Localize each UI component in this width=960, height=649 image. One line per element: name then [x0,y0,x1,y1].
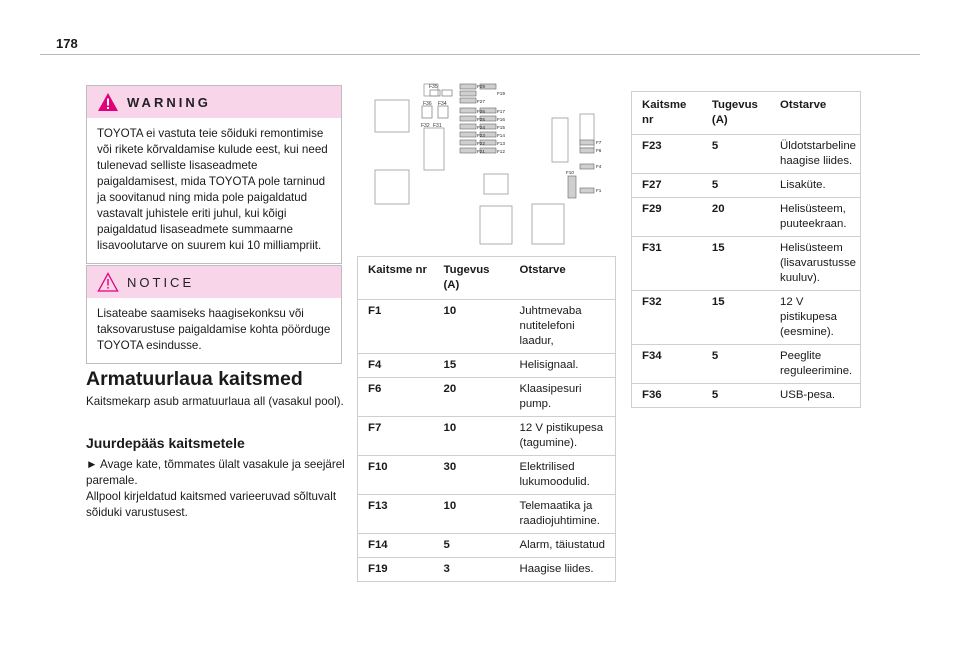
col-header-number: Kaitsme nr [358,257,434,300]
fuse-label: F24 [477,125,485,130]
section-intro: Kaitsmekarp asub armatuurlaua all (vasakul pool). [86,395,344,408]
table-row [358,378,616,417]
fuse-purpose: Helisignaal. [510,354,616,378]
table-row [358,534,616,558]
fuse-amperage: 20 [434,378,510,417]
warning-triangle-icon [97,92,119,112]
fuse-label: F29 [477,84,485,89]
fuse-number: F4 [358,354,434,378]
notice-box [86,265,342,364]
table-header-row [358,257,616,300]
notice-title: NOTICE [127,275,195,290]
fuse-label: F25 [477,117,485,122]
fuse-purpose: Peeglite reguleerimine. [770,345,860,384]
fuse-label: F14 [497,133,505,138]
fuse-amperage: 10 [434,417,510,456]
fuse-slot [422,106,432,118]
fuse-amperage: 5 [702,345,770,384]
col-header-purpose: Otstarve [510,257,616,300]
fuse-slot [460,108,476,113]
fuse-amperage: 10 [434,300,510,354]
fuse-label: F34 [438,101,447,107]
fuse-label: F31 [433,123,442,129]
fuse-purpose: Üldotstarbeline haagise liides. [770,135,860,174]
table-row [632,135,861,174]
fuse-number: F7 [358,417,434,456]
fuse-purpose: Haagise liides. [510,558,616,582]
fuse-label: F22 [477,141,485,146]
table-row [358,354,616,378]
warning-header [87,86,341,118]
fuse-label: F15 [497,125,505,130]
fuse-number: F34 [632,345,702,384]
fuse-slot [460,91,476,96]
relay-block [552,118,568,162]
fuse-purpose: 12 V pistikupesa (eesmine). [770,291,860,345]
fuse-amperage: 5 [702,135,770,174]
col-header-amperage: Tugevus (A) [434,257,510,300]
fuse-slot [430,90,440,96]
table-row [632,291,861,345]
sub-title: Juurdepääs kaitsmetele [86,435,245,451]
fuse-amperage: 5 [702,384,770,408]
fuse-amperage: 15 [434,354,510,378]
fuse-slot [460,148,476,153]
fuse-number: F31 [632,237,702,291]
fuse-purpose: Klaasipesuri pump. [510,378,616,417]
warning-text: TOYOTA ei vastuta teie sõiduki remontimise või rikete kõrvaldamise kulude eest, kui need tulenevad selliste lisaseadmete paigaldamisest, mida TOYOTA pole tarninud ja soovitanud ning mida pole paigaldatud vastavalt juhistele eriti juhul, kui kõigi paigaldatud lisaseadmete summaarne lisavoolutarve on suurem kui 10 milliampriit. [97,127,328,252]
table-row [358,558,616,582]
fuse-amperage: 5 [702,174,770,198]
fuse-amperage: 15 [702,291,770,345]
table-row [632,345,861,384]
fuse-box-diagram [366,78,612,250]
fuse-purpose: Alarm, täiustatud [510,534,616,558]
fuse-slot [438,106,448,118]
relay-block [424,128,444,170]
fuse-slot [460,98,476,103]
notice-triangle-icon [97,272,119,292]
fuse-label: F12 [497,149,505,154]
fuse-table-2 [631,91,861,408]
fuse-purpose: USB-pesa. [770,384,860,408]
fuse-slot [460,124,476,129]
fuse-slot [460,140,476,145]
warning-title: WARNING [127,95,211,110]
relay-block [484,174,508,194]
relay-block [532,204,564,244]
fuse-purpose: Telemaatika ja raadiojuhtimine. [510,495,616,534]
fuse-amperage: 3 [434,558,510,582]
fuse-slot [580,148,594,153]
header-divider [40,54,920,55]
fuse-slot [460,132,476,137]
table-header-row [632,92,861,135]
col-header-amperage: Tugevus (A) [702,92,770,135]
fuse-number: F1 [358,300,434,354]
instruction-note: Allpool kirjeldatud kaitsmed varieeruvad sõltuvalt sõiduki varustusest. [86,490,337,519]
fuse-number: F27 [632,174,702,198]
warning-box [86,85,342,264]
fuse-table-1 [357,256,616,582]
col-header-purpose: Otstarve [770,92,860,135]
fuse-number: F32 [632,291,702,345]
fuse-label: F10 [566,170,574,175]
fuse-slot [568,176,576,198]
fuse-label: F35 [429,84,438,90]
table-row [632,384,861,408]
fuse-slot [580,188,594,193]
fuse-slot [580,164,594,169]
fuse-amperage: 5 [434,534,510,558]
notice-header [87,266,341,298]
fuse-label: F16 [497,117,505,122]
fuse-number: F29 [632,198,702,237]
fuse-label: F26 [477,109,485,114]
fuse-slot [460,116,476,121]
table-row [358,456,616,495]
fuse-number: F13 [358,495,434,534]
fuse-label: F36 [423,101,432,107]
fuse-purpose: Lisaküte. [770,174,860,198]
fuse-label: F7 [596,140,602,145]
fuse-purpose: Helisüsteem, puuteekraan. [770,198,860,237]
fuse-label: F19 [497,91,505,96]
relay-block [480,206,512,244]
page-number: 178 [56,36,78,51]
col-header-number: Kaitsme nr [632,92,702,135]
notice-text: Lisateabe saamiseks haagisekonksu või taksovarustuse paigaldamise kohta pöörduge TOYOTA esindusse. [97,307,331,352]
fuse-number: F14 [358,534,434,558]
table-row [632,198,861,237]
fuse-slot [442,90,452,96]
fuse-purpose: 12 V pistikupesa (tagumine). [510,417,616,456]
fuse-label: F21 [477,149,485,154]
fuse-label: F13 [497,141,505,146]
fuse-number: F19 [358,558,434,582]
table-row [632,237,861,291]
table-row [358,300,616,354]
fuse-purpose: Helisüsteem (lisavarustusse kuuluv). [770,237,860,291]
fuse-purpose: Elektrilised lukumoodulid. [510,456,616,495]
fuse-label: F32 [421,123,430,129]
fuse-purpose: Juhtmevaba nutitelefoni laadur, [510,300,616,354]
table-row [358,417,616,456]
fuse-label: F4 [596,164,602,169]
fuse-slot [460,84,476,89]
relay-block [375,170,409,204]
relay-block [375,100,409,132]
table-row [632,174,861,198]
fuse-label: F23 [477,133,485,138]
fuse-label: F17 [497,109,505,114]
fuse-number: F23 [632,135,702,174]
fuse-slot [580,140,594,145]
section-title: Armatuurlaua kaitsmed [86,368,303,390]
fuse-label: F27 [477,99,485,104]
table-row [358,495,616,534]
fuse-amperage: 10 [434,495,510,534]
fuse-amperage: 30 [434,456,510,495]
fuse-label: F1 [596,188,602,193]
fuse-number: F6 [358,378,434,417]
fuse-number: F10 [358,456,434,495]
instruction-step: ► Avage kate, tõmmates ülalt vasakule ja seejärel paremale. [86,458,345,487]
fuse-number: F36 [632,384,702,408]
fuse-label: F6 [596,148,602,153]
fuse-amperage: 15 [702,237,770,291]
fuse-amperage: 20 [702,198,770,237]
